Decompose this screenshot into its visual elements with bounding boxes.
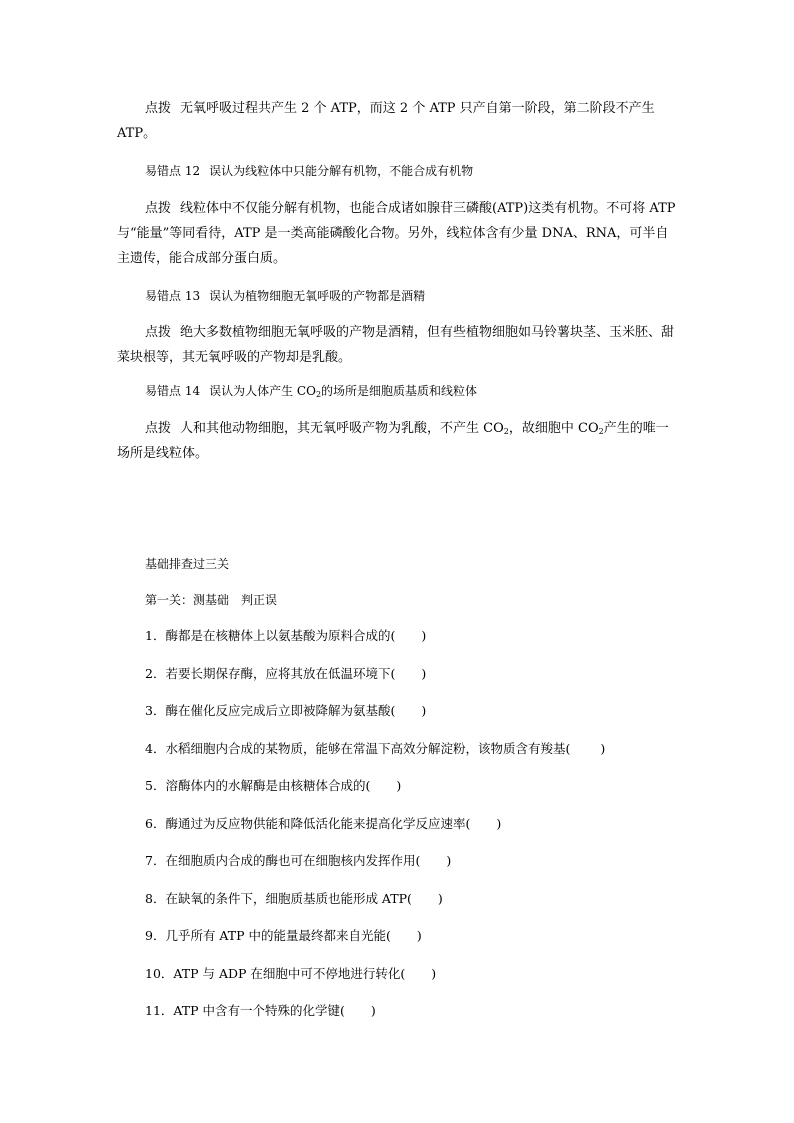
question-6 (145, 816, 501, 832)
question-close-paren: ) (421, 703, 427, 718)
note-4-tag: 点拨 (145, 421, 172, 436)
question-2 (145, 666, 426, 682)
error-point-12-tag: 易错点 12 (145, 164, 201, 178)
question-10 (145, 966, 436, 982)
note-1-tag: 点拨 (145, 101, 172, 116)
question-7 (145, 853, 451, 869)
question-close-paren: ) (600, 741, 606, 756)
section-subtitle: 第一关：测基础 判正误 (145, 593, 278, 607)
question-close-paren: ) (416, 928, 422, 943)
question-5 (145, 778, 401, 794)
question-3 (145, 703, 426, 719)
note-4-text-c: 产生的唯一场所是线粒体。 (117, 421, 669, 461)
question-number: 7． (145, 853, 166, 868)
question-4 (145, 741, 605, 757)
question-8 (145, 891, 443, 907)
question-number: 10． (145, 966, 174, 981)
question-text: 水稻细胞内合成的某物质，能够在常温下高效分解淀粉，该物质含有羧基( (165, 741, 571, 756)
error-point-13-text: 误认为植物细胞无氧呼吸的产物都是酒精 (209, 289, 426, 303)
question-number: 11． (145, 1003, 174, 1018)
error-point-14-subscript: 2 (315, 390, 322, 399)
question-number: 2． (145, 666, 166, 681)
error-point-13-tag: 易错点 13 (145, 289, 201, 303)
question-text: 若要长期保存酶，应将其放在低温环境下( (165, 666, 396, 681)
question-text: 酶在催化反应完成后立即被降解为氨基酸( (165, 703, 396, 718)
error-point-12-text: 误认为线粒体中只能分解有机物，不能合成有机物 (209, 164, 474, 178)
question-close-paren: ) (370, 1003, 376, 1018)
question-number: 5． (145, 778, 166, 793)
error-point-14-title (145, 383, 477, 399)
question-1 (145, 628, 426, 644)
question-text: ATP 与 ADP 在细胞中可不停地进行转化( (173, 966, 406, 981)
question-close-paren: ) (496, 816, 502, 831)
error-point-13-title (145, 288, 425, 304)
question-9 (145, 928, 422, 944)
question-text: 酶都是在核糖体上以氨基酸为原料合成的( (165, 628, 396, 643)
question-number: 8． (145, 891, 166, 906)
question-close-paren: ) (421, 666, 427, 681)
question-text: 酶通过为反应物供能和降低活化能来提高化学反应速率( (165, 816, 471, 831)
note-4-subscript-1: 2 (503, 427, 509, 436)
error-point-14-tag: 易错点 14 (145, 384, 201, 398)
question-number: 3． (145, 703, 166, 718)
question-text: 几乎所有 ATP 中的能量最终都来自光能( (165, 928, 391, 943)
note-3-paragraph (117, 320, 677, 370)
question-close-paren: ) (396, 778, 402, 793)
section-title: 基础排查过三关 (145, 557, 230, 571)
error-point-14-text-pre: 误认为人体产生 CO (209, 384, 316, 398)
note-2-tag: 点拨 (145, 201, 172, 216)
note-2-paragraph (117, 196, 677, 271)
question-number: 9． (145, 928, 166, 943)
note-4-text-b: ，故细胞中 CO (508, 421, 599, 436)
question-close-paren: ) (431, 966, 437, 981)
note-4-paragraph (117, 416, 677, 466)
question-11 (145, 1003, 376, 1019)
error-point-12-title (145, 163, 473, 179)
note-2-text: 线粒体中不仅能分解有机物，也能合成诸如腺苷三磷酸(ATP)这类有机物。不可将 ATP 与“能量”等同看待，ATP 是一类高能磷酸化合物。另外，线粒体含有少量 DNA、RNA，可半自主遗传，能合成部分蛋白质。 (117, 201, 676, 266)
note-4-text-a: 人和其他动物细胞，其无氧呼吸产物为乳酸，不产生 CO (180, 421, 504, 436)
question-text: 溶酶体内的水解酶是由核糖体合成的( (165, 778, 371, 793)
question-close-paren: ) (437, 891, 443, 906)
question-number: 1． (145, 628, 166, 643)
question-close-paren: ) (446, 853, 452, 868)
question-text: 在细胞质内合成的酶也可在细胞核内发挥作用( (165, 853, 421, 868)
question-number: 6． (145, 816, 166, 831)
question-text: 在缺氧的条件下，细胞质基质也能形成 ATP( (165, 891, 412, 906)
note-4-subscript-2: 2 (598, 427, 604, 436)
note-1-text: 无氧呼吸过程共产生 2 个 ATP，而这 2 个 ATP 只产自第一阶段，第二阶段不产生 ATP。 (117, 101, 655, 141)
question-close-paren: ) (421, 628, 427, 643)
note-1-paragraph (117, 96, 677, 146)
question-number: 4． (145, 741, 166, 756)
question-text: ATP 中含有一个特殊的化学键( (173, 1003, 345, 1018)
note-3-tag: 点拨 (145, 325, 172, 340)
note-3-text: 绝大多数植物细胞无氧呼吸的产物是酒精，但有些植物细胞如马铃薯块茎、玉米胚、甜菜块根等，其无氧呼吸的产物却是乳酸。 (117, 325, 675, 365)
error-point-14-text-post: 的场所是细胞质基质和线粒体 (321, 384, 478, 398)
